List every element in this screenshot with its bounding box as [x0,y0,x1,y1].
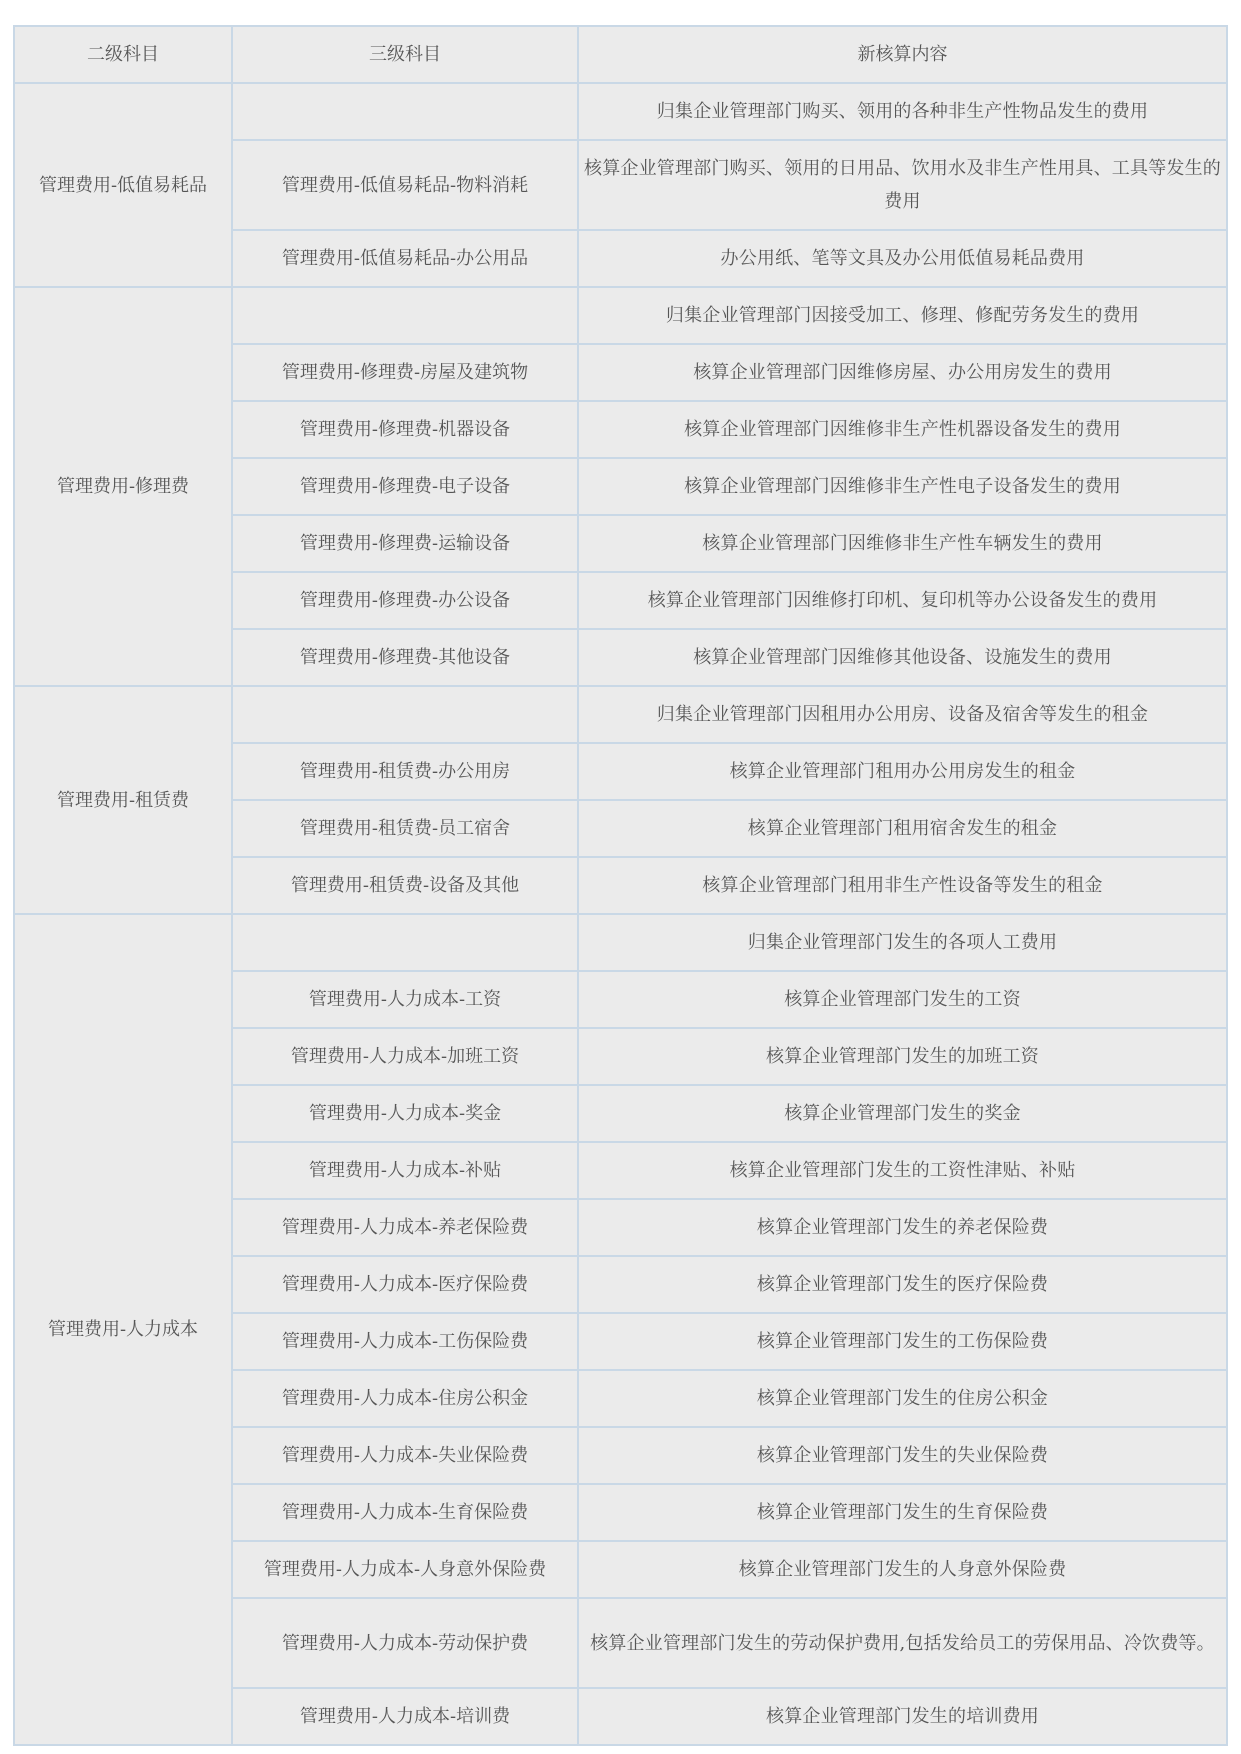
accounting-content-cell: 归集企业管理部门因租用办公用房、设备及宿舍等发生的租金 [578,686,1227,743]
level2-subject-cell: 管理费用-人力成本 [14,914,232,1745]
header-new-accounting-content: 新核算内容 [578,26,1227,83]
accounting-content-cell: 核算企业管理部门发生的医疗保险费 [578,1256,1227,1313]
header-row [14,26,1227,83]
accounting-content-cell: 核算企业管理部门发生的住房公积金 [578,1370,1227,1427]
level3-subject-cell: 管理费用-修理费-电子设备 [232,458,578,515]
level3-subject-cell: 管理费用-低值易耗品-物料消耗 [232,140,578,230]
accounting-content-cell: 核算企业管理部门发生的加班工资 [578,1028,1227,1085]
accounting-content-cell: 核算企业管理部门因维修非生产性电子设备发生的费用 [578,458,1227,515]
level3-subject-cell: 管理费用-人力成本-养老保险费 [232,1199,578,1256]
accounting-content-cell: 核算企业管理部门租用宿舍发生的租金 [578,800,1227,857]
level2-subject-cell: 管理费用-租赁费 [14,686,232,914]
header-level3-subject: 三级科目 [232,26,578,83]
accounting-content-cell: 核算企业管理部门发生的奖金 [578,1085,1227,1142]
level3-subject-cell: 管理费用-人力成本-人身意外保险费 [232,1541,578,1598]
level3-subject-cell: 管理费用-修理费-运输设备 [232,515,578,572]
accounting-content-cell: 归集企业管理部门购买、领用的各种非生产性物品发生的费用 [578,83,1227,140]
table-row [14,686,1227,743]
level3-subject-cell: 管理费用-人力成本-工资 [232,971,578,1028]
level3-subject-cell: 管理费用-人力成本-加班工资 [232,1028,578,1085]
accounting-content-cell: 核算企业管理部门因维修其他设备、设施发生的费用 [578,629,1227,686]
level3-subject-cell: 管理费用-租赁费-员工宿舍 [232,800,578,857]
level3-subject-cell [232,287,578,344]
accounting-content-cell: 核算企业管理部门发生的工资性津贴、补贴 [578,1142,1227,1199]
accounting-content-cell: 核算企业管理部门因维修房屋、办公用房发生的费用 [578,344,1227,401]
accounting-content-cell: 办公用纸、笔等文具及办公用低值易耗品费用 [578,230,1227,287]
level3-subject-cell: 管理费用-人力成本-培训费 [232,1688,578,1745]
accounting-content-cell: 核算企业管理部门因维修非生产性机器设备发生的费用 [578,401,1227,458]
accounting-content-cell: 核算企业管理部门发生的人身意外保险费 [578,1541,1227,1598]
level3-subject-cell: 管理费用-低值易耗品-办公用品 [232,230,578,287]
level3-subject-cell: 管理费用-修理费-机器设备 [232,401,578,458]
level3-subject-cell: 管理费用-修理费-办公设备 [232,572,578,629]
accounting-content-cell: 核算企业管理部门发生的生育保险费 [578,1484,1227,1541]
level3-subject-cell: 管理费用-租赁费-设备及其他 [232,857,578,914]
level2-subject-cell: 管理费用-修理费 [14,287,232,686]
level3-subject-cell: 管理费用-修理费-房屋及建筑物 [232,344,578,401]
table-body [14,83,1227,1745]
level3-subject-cell [232,914,578,971]
table-row [14,287,1227,344]
accounting-content-cell: 核算企业管理部门发生的失业保险费 [578,1427,1227,1484]
table-row [14,914,1227,971]
level3-subject-cell: 管理费用-人力成本-劳动保护费 [232,1598,578,1688]
accounting-content-cell: 核算企业管理部门发生的工伤保险费 [578,1313,1227,1370]
level3-subject-cell: 管理费用-人力成本-失业保险费 [232,1427,578,1484]
accounting-content-cell: 核算企业管理部门租用非生产性设备等发生的租金 [578,857,1227,914]
level3-subject-cell: 管理费用-人力成本-奖金 [232,1085,578,1142]
accounting-content-cell: 核算企业管理部门发生的工资 [578,971,1227,1028]
level3-subject-cell: 管理费用-修理费-其他设备 [232,629,578,686]
accounting-content-cell: 核算企业管理部门购买、领用的日用品、饮用水及非生产性用具、工具等发生的费用 [578,140,1227,230]
accounting-content-cell: 核算企业管理部门租用办公用房发生的租金 [578,743,1227,800]
level3-subject-cell [232,686,578,743]
accounting-content-cell: 归集企业管理部门因接受加工、修理、修配劳务发生的费用 [578,287,1227,344]
level3-subject-cell [232,83,578,140]
accounting-subjects-table [13,25,1228,1746]
level3-subject-cell: 管理费用-人力成本-工伤保险费 [232,1313,578,1370]
table-header [14,26,1227,83]
level3-subject-cell: 管理费用-人力成本-住房公积金 [232,1370,578,1427]
accounting-content-cell: 核算企业管理部门发生的劳动保护费用,包括发给员工的劳保用品、冷饮费等。 [578,1598,1227,1688]
accounting-content-cell: 核算企业管理部门发生的培训费用 [578,1688,1227,1745]
level3-subject-cell: 管理费用-人力成本-补贴 [232,1142,578,1199]
accounting-content-cell: 核算企业管理部门发生的养老保险费 [578,1199,1227,1256]
accounting-content-cell: 核算企业管理部门因维修非生产性车辆发生的费用 [578,515,1227,572]
accounting-content-cell: 核算企业管理部门因维修打印机、复印机等办公设备发生的费用 [578,572,1227,629]
level3-subject-cell: 管理费用-人力成本-生育保险费 [232,1484,578,1541]
level3-subject-cell: 管理费用-人力成本-医疗保险费 [232,1256,578,1313]
table-row [14,83,1227,140]
level3-subject-cell: 管理费用-租赁费-办公用房 [232,743,578,800]
accounting-content-cell: 归集企业管理部门发生的各项人工费用 [578,914,1227,971]
level2-subject-cell: 管理费用-低值易耗品 [14,83,232,287]
header-level2-subject: 二级科目 [14,26,232,83]
